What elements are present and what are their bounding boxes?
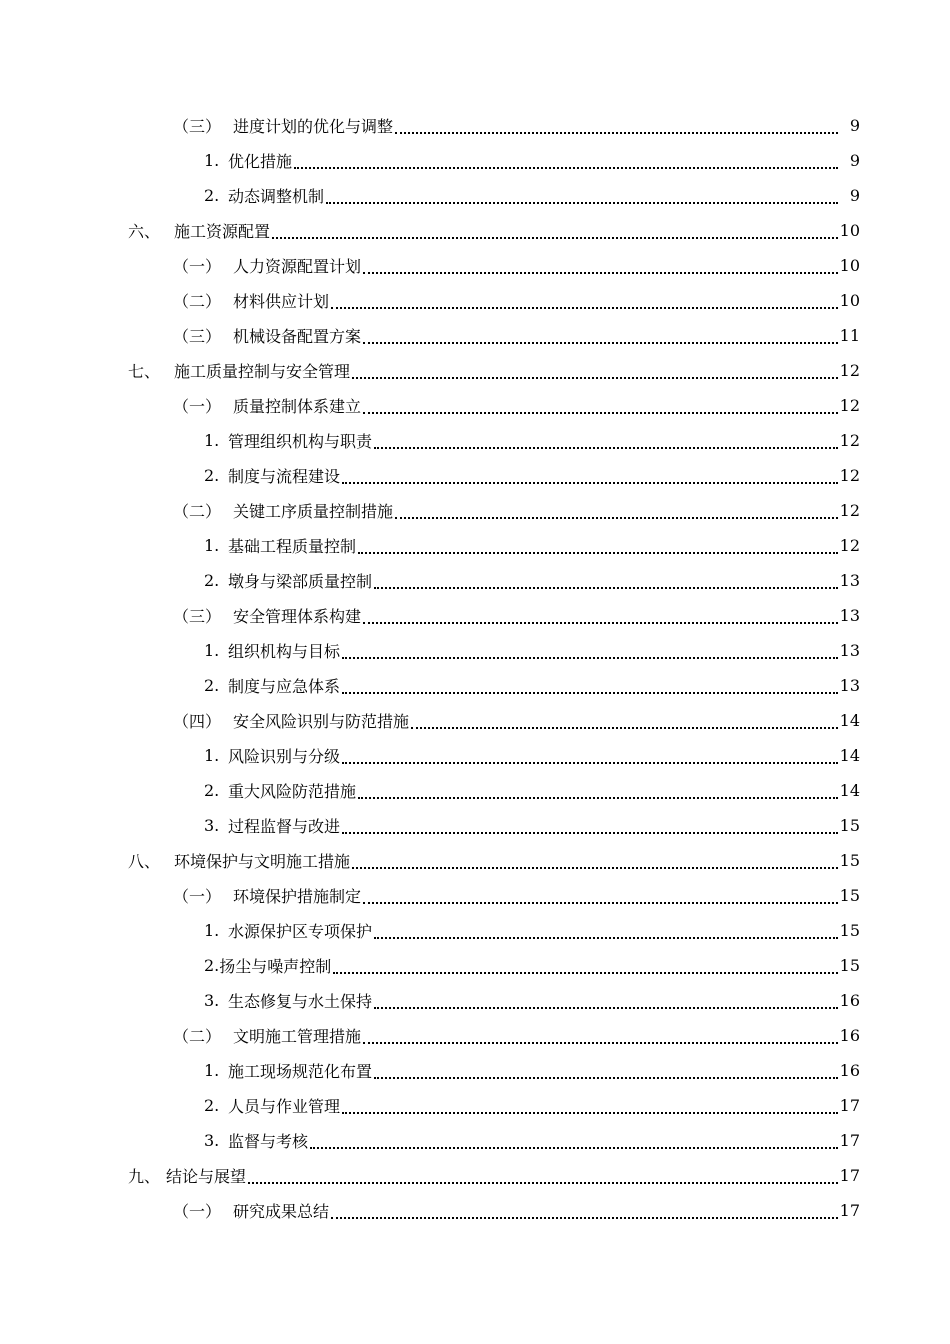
toc-entry-number: 2. — [204, 781, 220, 800]
toc-entry-number: 2. — [204, 676, 220, 695]
toc-page-number: 12 — [839, 396, 860, 415]
toc-leader-dots — [326, 202, 838, 204]
toc-entry-title: 施工现场规范化布置 — [228, 1062, 373, 1081]
toc-page-number: 15 — [839, 886, 860, 905]
toc-page-number: 13 — [839, 571, 860, 590]
toc-page-number: 16 — [839, 1026, 860, 1045]
toc-page-number: 16 — [839, 1061, 860, 1080]
toc-leader-dots — [363, 342, 838, 344]
toc-page-number: 15 — [839, 956, 860, 975]
toc-entry[interactable] — [173, 388, 860, 423]
toc-page-number: 13 — [839, 606, 860, 625]
toc-leader-dots — [294, 167, 838, 169]
toc-leader-dots — [411, 727, 838, 729]
toc-entry-number: 2. — [204, 186, 220, 205]
toc-entry-title: 动态调整机制 — [228, 187, 325, 206]
toc-entry-number: （三） — [173, 607, 222, 626]
toc-leader-dots — [374, 587, 838, 589]
toc-page-number: 14 — [839, 746, 860, 765]
toc-entry-number: （一） — [173, 1202, 222, 1221]
toc-entry-number: 1. — [204, 536, 220, 555]
toc-leader-dots — [395, 132, 838, 134]
toc-entry[interactable] — [173, 1193, 860, 1228]
toc-leader-dots — [333, 972, 837, 974]
toc-entry-title: 环境保护与文明施工措施 — [174, 852, 351, 871]
toc-leader-dots — [352, 867, 838, 869]
toc-page-number: 9 — [849, 186, 860, 205]
toc-entry[interactable] — [204, 1088, 860, 1123]
toc-entry-number: （二） — [173, 502, 222, 521]
toc-page-number: 15 — [839, 851, 860, 870]
toc-entry[interactable] — [204, 808, 860, 843]
toc-entry-title: 监督与考核 — [228, 1132, 309, 1151]
toc-entry-title: 进度计划的优化与调整 — [233, 117, 394, 136]
toc-entry[interactable] — [204, 423, 860, 458]
toc-page-number: 9 — [849, 151, 860, 170]
toc-entry-title: 文明施工管理措施 — [233, 1027, 362, 1046]
toc-leader-dots — [358, 552, 838, 554]
toc-entry-title: 风险识别与分级 — [228, 747, 341, 766]
toc-entry[interactable] — [173, 318, 860, 353]
toc-entry-number: （三） — [173, 117, 222, 136]
toc-entry[interactable] — [173, 108, 860, 143]
toc-entry-number: 2. — [204, 1096, 220, 1115]
toc-entry-title: 环境保护措施制定 — [233, 887, 362, 906]
toc-entry[interactable] — [204, 143, 860, 178]
toc-entry[interactable] — [204, 633, 860, 668]
toc-page-number: 9 — [849, 116, 860, 135]
toc-leader-dots — [342, 692, 838, 694]
toc-entry-number: （四） — [173, 712, 222, 731]
toc-entry-number: 1. — [204, 151, 220, 170]
toc-entry-title: 优化措施 — [228, 152, 293, 171]
toc-entry-title: 材料供应计划 — [233, 292, 330, 311]
toc-page-number: 17 — [839, 1166, 860, 1185]
toc-entry-number: 3. — [204, 991, 220, 1010]
toc-entry[interactable] — [204, 563, 860, 598]
toc-leader-dots — [363, 902, 838, 904]
toc-page-number: 11 — [839, 326, 860, 345]
toc-entry[interactable] — [128, 213, 860, 248]
toc-leader-dots — [363, 412, 838, 414]
toc-entry[interactable] — [204, 983, 860, 1018]
toc-page-number: 15 — [839, 921, 860, 940]
toc-leader-dots — [363, 1042, 838, 1044]
toc-leader-dots — [374, 447, 838, 449]
toc-entry[interactable] — [128, 843, 860, 878]
toc-page-number: 12 — [839, 361, 860, 380]
toc-leader-dots — [352, 377, 838, 379]
toc-leader-dots — [358, 797, 838, 799]
toc-entry[interactable] — [204, 948, 860, 983]
toc-page-number: 16 — [839, 991, 860, 1010]
toc-page-number: 14 — [839, 711, 860, 730]
toc-entry-title: 施工质量控制与安全管理 — [174, 362, 351, 381]
toc-page-number: 14 — [839, 781, 860, 800]
toc-entry-title: 制度与流程建设 — [228, 467, 341, 486]
toc-page-number: 12 — [839, 431, 860, 450]
toc-entry-title: 关键工序质量控制措施 — [233, 502, 394, 521]
toc-page-number: 17 — [839, 1096, 860, 1115]
toc-leader-dots — [374, 1077, 838, 1079]
toc-leader-dots — [248, 1182, 838, 1184]
toc-leader-dots — [342, 832, 838, 834]
toc-entry[interactable] — [204, 528, 860, 563]
toc-leader-dots — [331, 307, 838, 309]
toc-entry[interactable] — [204, 458, 860, 493]
toc-leader-dots — [342, 762, 838, 764]
toc-entry-number: 3. — [204, 816, 220, 835]
toc-leader-dots — [342, 1112, 838, 1114]
toc-page-number: 12 — [839, 501, 860, 520]
toc-entry[interactable] — [204, 1123, 860, 1158]
toc-leader-dots — [374, 1007, 838, 1009]
toc-leader-dots — [272, 237, 838, 239]
toc-entry[interactable] — [204, 178, 860, 213]
toc-entry-title: 研究成果总结 — [233, 1202, 330, 1221]
toc-entry-number: 1. — [204, 641, 220, 660]
toc-entry-number: 1. — [204, 746, 220, 765]
toc-entry-title: 人力资源配置计划 — [233, 257, 362, 276]
toc-entry-title: 重大风险防范措施 — [228, 782, 357, 801]
toc-leader-dots — [342, 482, 838, 484]
toc-entry-number: 3. — [204, 1131, 220, 1150]
toc-entry-title: 人员与作业管理 — [228, 1097, 341, 1116]
toc-entry-number: 七、 — [128, 362, 161, 381]
toc-page-number: 13 — [839, 676, 860, 695]
toc-entry[interactable] — [128, 353, 860, 388]
toc-entry[interactable] — [128, 1158, 860, 1193]
toc-entry-number: 六、 — [128, 222, 161, 241]
toc-entry-number: 九、 — [128, 1167, 161, 1186]
toc-entry-title: 结论与展望 — [166, 1167, 247, 1186]
toc-entry-title: 过程监督与改进 — [228, 817, 341, 836]
toc-entry-title: 制度与应急体系 — [228, 677, 341, 696]
toc-entry[interactable] — [204, 668, 860, 703]
toc-page-number: 10 — [839, 221, 860, 240]
toc-page-number: 17 — [839, 1131, 860, 1150]
toc-entry-number: （三） — [173, 327, 222, 346]
toc-entry[interactable] — [204, 738, 860, 773]
toc-entry-title: 安全管理体系构建 — [233, 607, 362, 626]
toc-page-number: 10 — [839, 291, 860, 310]
toc-entry-number: 2. — [204, 956, 220, 975]
toc-entry-title: 管理组织机构与职责 — [228, 432, 373, 451]
toc-entry-number: 1. — [204, 1061, 220, 1080]
toc-entry[interactable] — [173, 878, 860, 913]
toc-entry-number: 2. — [204, 466, 220, 485]
toc-entry-number: 1. — [204, 431, 220, 450]
toc-entry-title: 施工资源配置 — [174, 222, 271, 241]
toc-page-number: 13 — [839, 641, 860, 660]
toc-entry[interactable] — [173, 283, 860, 318]
toc-entry-title: 基础工程质量控制 — [228, 537, 357, 556]
toc-leader-dots — [342, 657, 838, 659]
toc-page-number: 17 — [839, 1201, 860, 1220]
toc-entry[interactable] — [173, 248, 860, 283]
toc-entry-title: 生态修复与水土保持 — [228, 992, 373, 1011]
toc-leader-dots — [310, 1147, 838, 1149]
toc-entry-number: （二） — [173, 292, 222, 311]
toc-leader-dots — [395, 517, 838, 519]
toc-page-number: 12 — [839, 466, 860, 485]
toc-entry[interactable] — [204, 913, 860, 948]
toc-entry[interactable] — [173, 1018, 860, 1053]
toc-entry-title: 机械设备配置方案 — [233, 327, 362, 346]
toc-entry-title: 扬尘与噪声控制 — [219, 957, 332, 976]
toc-entry-number: （一） — [173, 397, 222, 416]
toc-leader-dots — [363, 622, 838, 624]
toc-entry-title: 组织机构与目标 — [228, 642, 341, 661]
toc-entry[interactable] — [204, 1053, 860, 1088]
toc-entry-title: 安全风险识别与防范措施 — [233, 712, 410, 731]
toc-entry[interactable] — [173, 598, 860, 633]
toc-leader-dots — [331, 1217, 838, 1219]
toc-entry[interactable] — [173, 703, 860, 738]
toc-page-number: 10 — [839, 256, 860, 275]
toc-page-number: 15 — [839, 816, 860, 835]
toc-entry[interactable] — [173, 493, 860, 528]
toc-entry-number: 1. — [204, 921, 220, 940]
toc-leader-dots — [363, 272, 838, 274]
toc-page-number: 12 — [839, 536, 860, 555]
toc-leader-dots — [374, 937, 838, 939]
toc-entry-title: 质量控制体系建立 — [233, 397, 362, 416]
toc-entry-title: 墩身与梁部质量控制 — [228, 572, 373, 591]
toc-entry[interactable] — [204, 773, 860, 808]
toc-entry-number: （一） — [173, 887, 222, 906]
toc-entry-number: 八、 — [128, 852, 161, 871]
toc-entry-title: 水源保护区专项保护 — [228, 922, 373, 941]
toc-entry-number: （一） — [173, 257, 222, 276]
toc-entry-number: （二） — [173, 1027, 222, 1046]
toc-entry-number: 2. — [204, 571, 220, 590]
